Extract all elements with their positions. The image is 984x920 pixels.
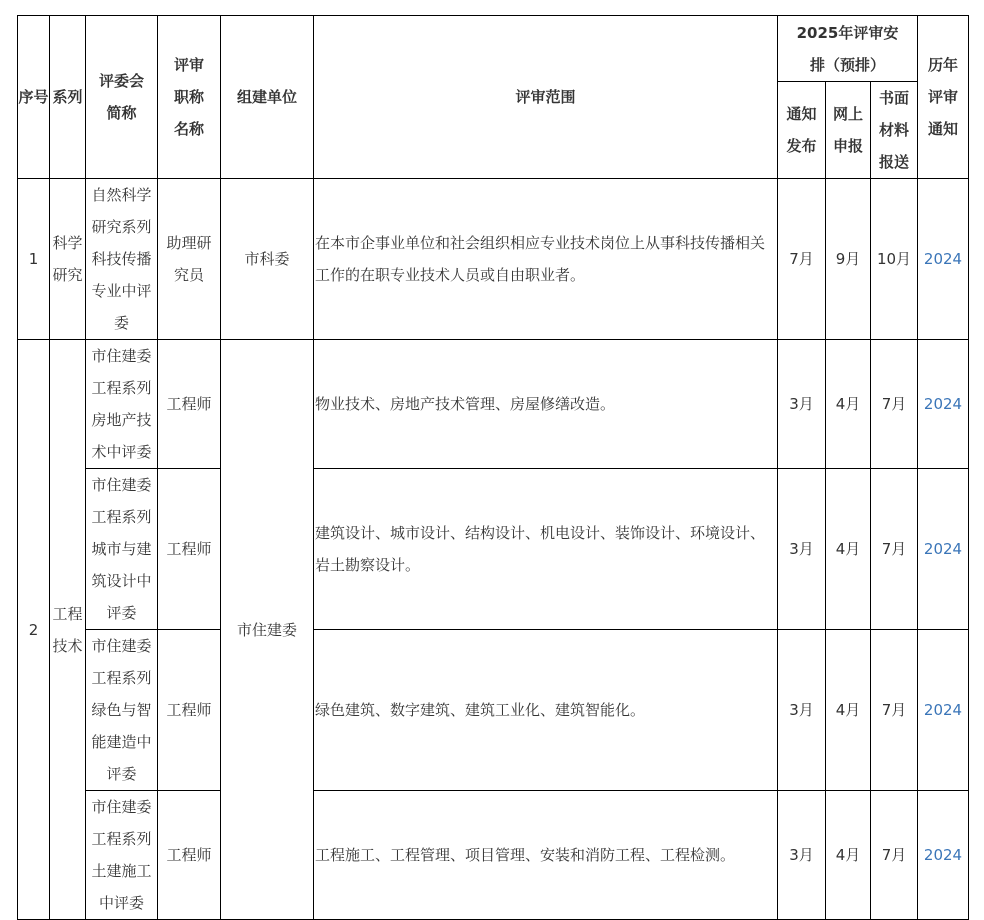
history-link[interactable]: 2024 [923, 540, 963, 558]
row-title: 助理研究员 [158, 179, 221, 340]
row-paper: 7月 [871, 791, 918, 920]
header-schedule-group: 2025年评审安排（预排） [778, 16, 918, 82]
row-committee: 自然科学研究系列科技传播专业中评委 [86, 179, 158, 340]
row-history[interactable] [918, 469, 969, 630]
header-paper: 书面材料报送 [871, 82, 918, 179]
row-series: 工程技术 [50, 340, 86, 920]
row-online: 9月 [826, 179, 871, 340]
row-online: 4月 [826, 630, 871, 791]
row-notice: 3月 [778, 630, 826, 791]
row-history[interactable] [918, 630, 969, 791]
header-scope: 评审范围 [314, 16, 778, 179]
row-title: 工程师 [158, 630, 221, 791]
row-scope: 物业技术、房地产技术管理、房屋修缮改造。 [314, 340, 778, 469]
row-history[interactable] [918, 340, 969, 469]
header-title: 评审职称名称 [158, 16, 221, 179]
table-row [18, 791, 969, 920]
header-history: 历年评审通知 [918, 16, 969, 179]
row-notice: 3月 [778, 791, 826, 920]
table-row [18, 469, 969, 630]
row-committee: 市住建委工程系列城市与建筑设计中评委 [86, 469, 158, 630]
row-scope: 工程施工、工程管理、项目管理、安装和消防工程、工程检测。 [314, 791, 778, 920]
row-paper: 10月 [871, 179, 918, 340]
row-title: 工程师 [158, 340, 221, 469]
header-committee-abbr: 评委会简称 [86, 16, 158, 179]
row-history[interactable] [918, 179, 969, 340]
header-row [18, 16, 969, 82]
row-online: 4月 [826, 340, 871, 469]
row-seq: 2 [18, 340, 50, 920]
row-notice: 7月 [778, 179, 826, 340]
header-unit: 组建单位 [221, 16, 314, 179]
row-scope: 绿色建筑、数字建筑、建筑工业化、建筑智能化。 [314, 630, 778, 791]
header-notice: 通知发布 [778, 82, 826, 179]
table-row [18, 179, 969, 340]
row-scope: 建筑设计、城市设计、结构设计、机电设计、装饰设计、环境设计、岩土勘察设计。 [314, 469, 778, 630]
table-row [18, 630, 969, 791]
row-seq: 1 [18, 179, 50, 340]
row-history[interactable] [918, 791, 969, 920]
row-committee: 市住建委工程系列房地产技术中评委 [86, 340, 158, 469]
row-paper: 7月 [871, 340, 918, 469]
row-title: 工程师 [158, 791, 221, 920]
row-notice: 3月 [778, 340, 826, 469]
header-series: 系列 [50, 16, 86, 179]
header-online: 网上申报 [826, 82, 871, 179]
review-schedule-table [17, 15, 969, 920]
row-scope: 在本市企事业单位和社会组织相应专业技术岗位上从事科技传播相关工作的在职专业技术人员或自由职业者。 [314, 179, 778, 340]
history-link[interactable]: 2024 [923, 250, 963, 268]
row-paper: 7月 [871, 469, 918, 630]
header-seq: 序号 [18, 16, 50, 179]
history-link[interactable]: 2024 [923, 395, 963, 413]
row-paper: 7月 [871, 630, 918, 791]
row-unit: 市住建委 [221, 340, 314, 920]
table-row [18, 340, 969, 469]
history-link[interactable]: 2024 [923, 846, 963, 864]
history-link[interactable]: 2024 [923, 701, 963, 719]
row-unit: 市科委 [221, 179, 314, 340]
row-online: 4月 [826, 469, 871, 630]
row-committee: 市住建委工程系列土建施工中评委 [86, 791, 158, 920]
row-title: 工程师 [158, 469, 221, 630]
row-online: 4月 [826, 791, 871, 920]
row-notice: 3月 [778, 469, 826, 630]
row-series: 科学研究 [50, 179, 86, 340]
row-committee: 市住建委工程系列绿色与智能建造中评委 [86, 630, 158, 791]
